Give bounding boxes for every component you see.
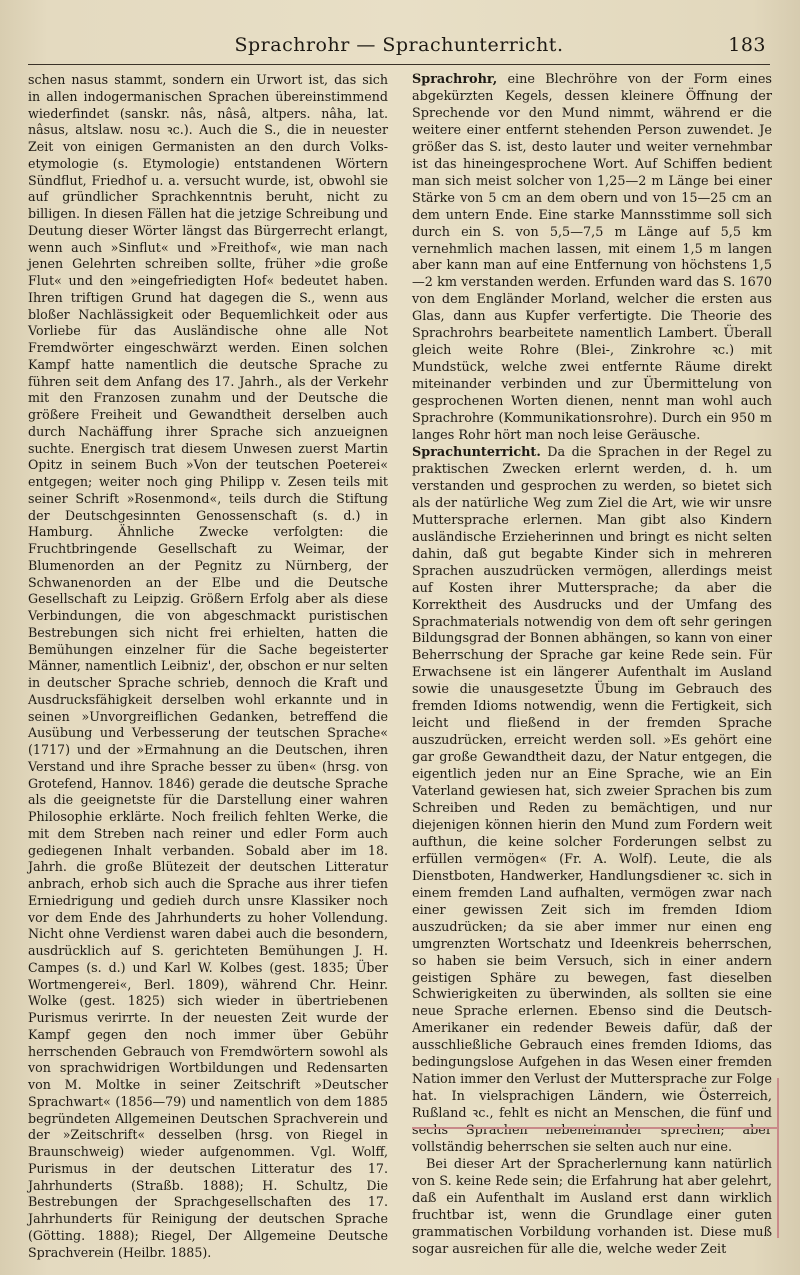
entry-sprachunterricht-continued: Bei dieser Art der Spracherlernung kann natürlich von S. keine Rede sein; die Erfahrung hat aber gelehrt, daß ein Aufenthalt im Ausland erst dann wirklich fruchtbar ist, wenn die Grundlage einer guten grammatischen Vorbildung vorhanden ist. Diese muß sogar ausreichen für alle die, welche weder Zeit xyxy=(412,1157,772,1257)
headword-sprachunterricht: Sprachunterricht. xyxy=(412,444,541,460)
page-number: 183 xyxy=(728,34,766,56)
entry-sprachrohr-body: eine Blechröhre von der Form eines abgekürzten Kegels, dessen kleinere Öffnung der Sprechende vor den Mund nimmt, während er die weitere einer entfernt stehenden Person zuwendet. Je größer das S. ist, desto lauter und weiter vernehmbar ist das hineingesprochene Wort. Auf Schiffen bedient man sich meist solcher von 1,25—2 m Länge bei einer Stärke von 5 cm an dem obern und von 15—25 cm an dem untern Ende. Eine starke Mannsstimme soll sich durch ein S. von 5,5—7,5 m Länge auf 5,5 km vernehmlich machen lassen, mit einem 1,5 m langen aber kann man auf eine Entfernung von höchstens 1,5—2 km verstanden werden. Erfunden ward das S. 1670 von dem Engländer Morland, welcher die ersten aus Glas, dann aus Kupfer verfertigte. Die Theorie des Sprachrohrs bearbeitete namentlich Lambert. Überall gleich weite Rohre (Blei-, Zinkrohre ꝛc.) mit Mundstück, welche zwei entfernte Räume direkt miteinander verbinden und zur Übermittelung von gesprochenen Worten dienen, nennt man wohl auch Sprachrohre (Kommunikationsrohre). Durch ein 950 m langes Rohr hört man noch leise Geräusche. xyxy=(412,72,772,444)
entry-sprachunterricht xyxy=(412,445,772,1157)
left-column xyxy=(28,72,388,1261)
headword-sprachrohr: Sprachrohr, xyxy=(412,72,498,87)
header-rule xyxy=(28,64,770,65)
left-paragraph: schen nasus stammt, sondern ein Urwort ist, das sich in allen indogermanischen Sprachen übereinstimmend wiederfindet (sanskr. nâs, nâsâ, altpers. nâha, lat. nâsus, altslaw. nosu ꝛc.). Auch die S., die in neuester Zeit von einigen Germanisten an den durch Volks-etymologie (s. Etymologie) entstandenen Wörtern Sündflut, Friedhof u. a. versucht wurde, ist, obwohl sie auf gründlicher Sprachkenntnis beruht, nicht zu billigen. In diesen Fällen hat die jetzige Schreibung und Deutung dieser Wörter längst das Bürgerrecht erlangt, wenn auch »Sinflut« und »Freithof«, wie man nach jenen Gelehrten schreiben sollte, früher »die große Flut« und den »eingefriedigten Hof« bedeutet haben. Ihren triftigen Grund hat dagegen die S., wenn aus bloßer Nachlässigkeit oder Bequemlichkeit oder aus Vorliebe für das Ausländische ohne alle Not Fremdwörter eingeschwärzt werden. Einen solchen Kampf hatte namentlich die deutsche Sprache zu führen seit dem Anfang des 17. Jahrh., als der Verkehr mit den Franzosen zunahm und der Deutsche die größere Freiheit und Gewandtheit derselben auch durch Nachäffung ihrer Sprache sich anzueignen suchte. Energisch trat diesem Unwesen zuerst Martin Opitz in seinem Buch »Von der teutschen Poeterei« entgegen; weiter noch ging Philipp v. Zesen teils mit seiner Schrift »Rosenmond«, teils durch die Stiftung der Deutschgesinnten Genossenschaft (s. d.) in Hamburg. Ähnliche Zwecke verfolgten: die Fruchtbringende Gesellschaft zu Weimar, der Blumenorden an der Pegnitz zu Nürnberg, der Schwanenorden an der Elbe und die Deutsche Gesellschaft zu Leipzig. Größern Erfolg aber als diese Verbindungen, die von abgeschmackt puristischen Bestrebungen sich nicht frei erhielten, hatten die Bemühungen einzelner für die Sache begeisterter Männer, namentlich Leibniz', der, obschon er nur selten in deutscher Sprache schrieb, dennoch die Kraft und Ausdrucksfähigkeit derselben wohl erkannte und in seinen »Unvorgreiflichen Gedanken, betreffend die Ausübung und Verbesserung der teutschen Sprache« (1717) und der »Ermahnung an die Deutschen, ihren Verstand und ihre Sprache besser zu üben« (hrsg. von Grotefend, Hannov. 1846) gerade die deutsche Sprache als die geeignetste für die Darstellung einer wahren Philosophie erklärte. Noch freilich fehlten Werke, die mit dem Streben nach reiner und edler Form auch gediegenen Inhalt verbanden. Sobald aber im 18. Jahrh. die große Blütezeit der deutschen Litteratur anbrach, erhob sich auch die Sprache aus ihrer tiefen Erniedrigung und gedieh durch unsre Klassiker noch vor dem Ende des Jahrhunderts zu hoher Vollendung. Nicht ohne Verdienst waren dabei auch die besondern, ausdrücklich auf S. gerichteten Bemühungen J. H. Campes (s. d.) und Karl W. Kolbes (gest. 1835; Über Wortmengerei«, Berl. 1809), während Chr. Heinr. Wolke (gest. 1825) sich wieder in übertriebenen Purismus verirrte. In der neuesten Zeit wurde der Kampf gegen den noch immer über Gebühr herrschenden Gebrauch von Fremdwörtern sowohl als von sprachwidrigen Wortbildungen und Redensarten von M. Moltke in seiner Zeitschrift »Deutscher Sprachwart« (1856—79) und namentlich von dem 1885 begründeten Allgemeinen Deutschen Sprachverein und der »Zeitschrift« desselben (hrsg. von Riegel in Braunschweig) wieder aufgenommen. Vgl. Wolff, Purismus in der deutschen Litteratur des 17. Jahrhunderts (Straßb. 1888); H. Schultz, Die Bestrebungen der Sprachgesellschaften des 17. Jahrhunderts für Reinigung der deutschen Sprache (Götting. 1888); Riegel, Der Allgemeine Deutsche Sprachverein (Heilbr. 1885). xyxy=(28,72,388,1260)
margin-annotation-line xyxy=(777,1078,779,1238)
right-column xyxy=(412,72,772,1259)
page-title: Sprachrohr — Sprachunterricht. xyxy=(234,34,564,56)
entry-sprachrohr xyxy=(412,72,772,445)
running-head xyxy=(28,34,770,60)
underline-annotation xyxy=(412,1127,777,1129)
entry-sprachunterricht-body: Da die Sprachen in der Regel zu praktischen Zwecken erlernt werden, d. h. um verstanden und gesprochen zu werden, so bietet sich als der natürliche Weg zum Ziel die Art, wie wir unsre Muttersprache erlernen. Man gibt also Kindern ausländische Erzieherinnen und bringt es nicht selten dahin, daß gut begabte Kinder sich in mehreren Sprachen auszudrücken vermögen, allerdings meist auf Kosten ihrer Muttersprache; da aber die Korrektheit des Ausdrucks und der Umfang des Sprachmaterials notwendig von dem oft sehr geringen Bildungsgrad der Bonnen abhängen, so kann von einer Beherrschung der Sprache gar keine Rede sein. Für Erwachsene ist ein längerer Aufenthalt im Ausland sowie die unausgesetzte Übung im Gebrauch des fremden Idioms notwendig, wenn die Fertigkeit, sich leicht und fließend in der fremden Sprache auszudrücken, erreicht werden soll. »Es gehört eine gar große Gewandtheit dazu, der Natur entgegen, die eigentlich jeden nur an Eine Sprache, wie an Ein Vaterland gewiesen hat, sich zweier Sprachen bis zum Schreiben und Reden zu bemächtigen, und nur diejenigen können hierin den Mund zum Fordern weit aufthun, die keine solcher Forderungen selbst zu erfüllen vermögen« (Fr. A. Wolf). Leute, die als Dienstboten, Handwerker, Handlungsdiener ꝛc. sich in einem fremden Land aufhalten, vermögen zwar nach einer gewissen Zeit sich im fremden Idiom auszudrücken; da sie aber immer nur einen eng umgrenzten Wortschatz und Ideenkreis beherrschen, so haben sie beim Versuch, sich in einer andern geistigen Sphäre zu bewegen, fast dieselben Schwierigkeiten zu überwinden, als sollten sie eine neue Sprache erlernen. Ebenso sind die Deutsch-Amerikaner ein redender Beweis dafür, daß der ausschließliche Gebrauch eines fremden Idioms, das bedingungslose Aufgehen in das Wesen einer fremden Nation immer den Verlust der Muttersprache zur Folge hat. In vielsprachigen Ländern, wie Österreich, Rußland ꝛc., fehlt es nicht an Menschen, die fünf und sechs Sprachen nebeneinander sprechen; aber vollständig beherrschen sie selten auch nur eine. xyxy=(412,444,772,1156)
